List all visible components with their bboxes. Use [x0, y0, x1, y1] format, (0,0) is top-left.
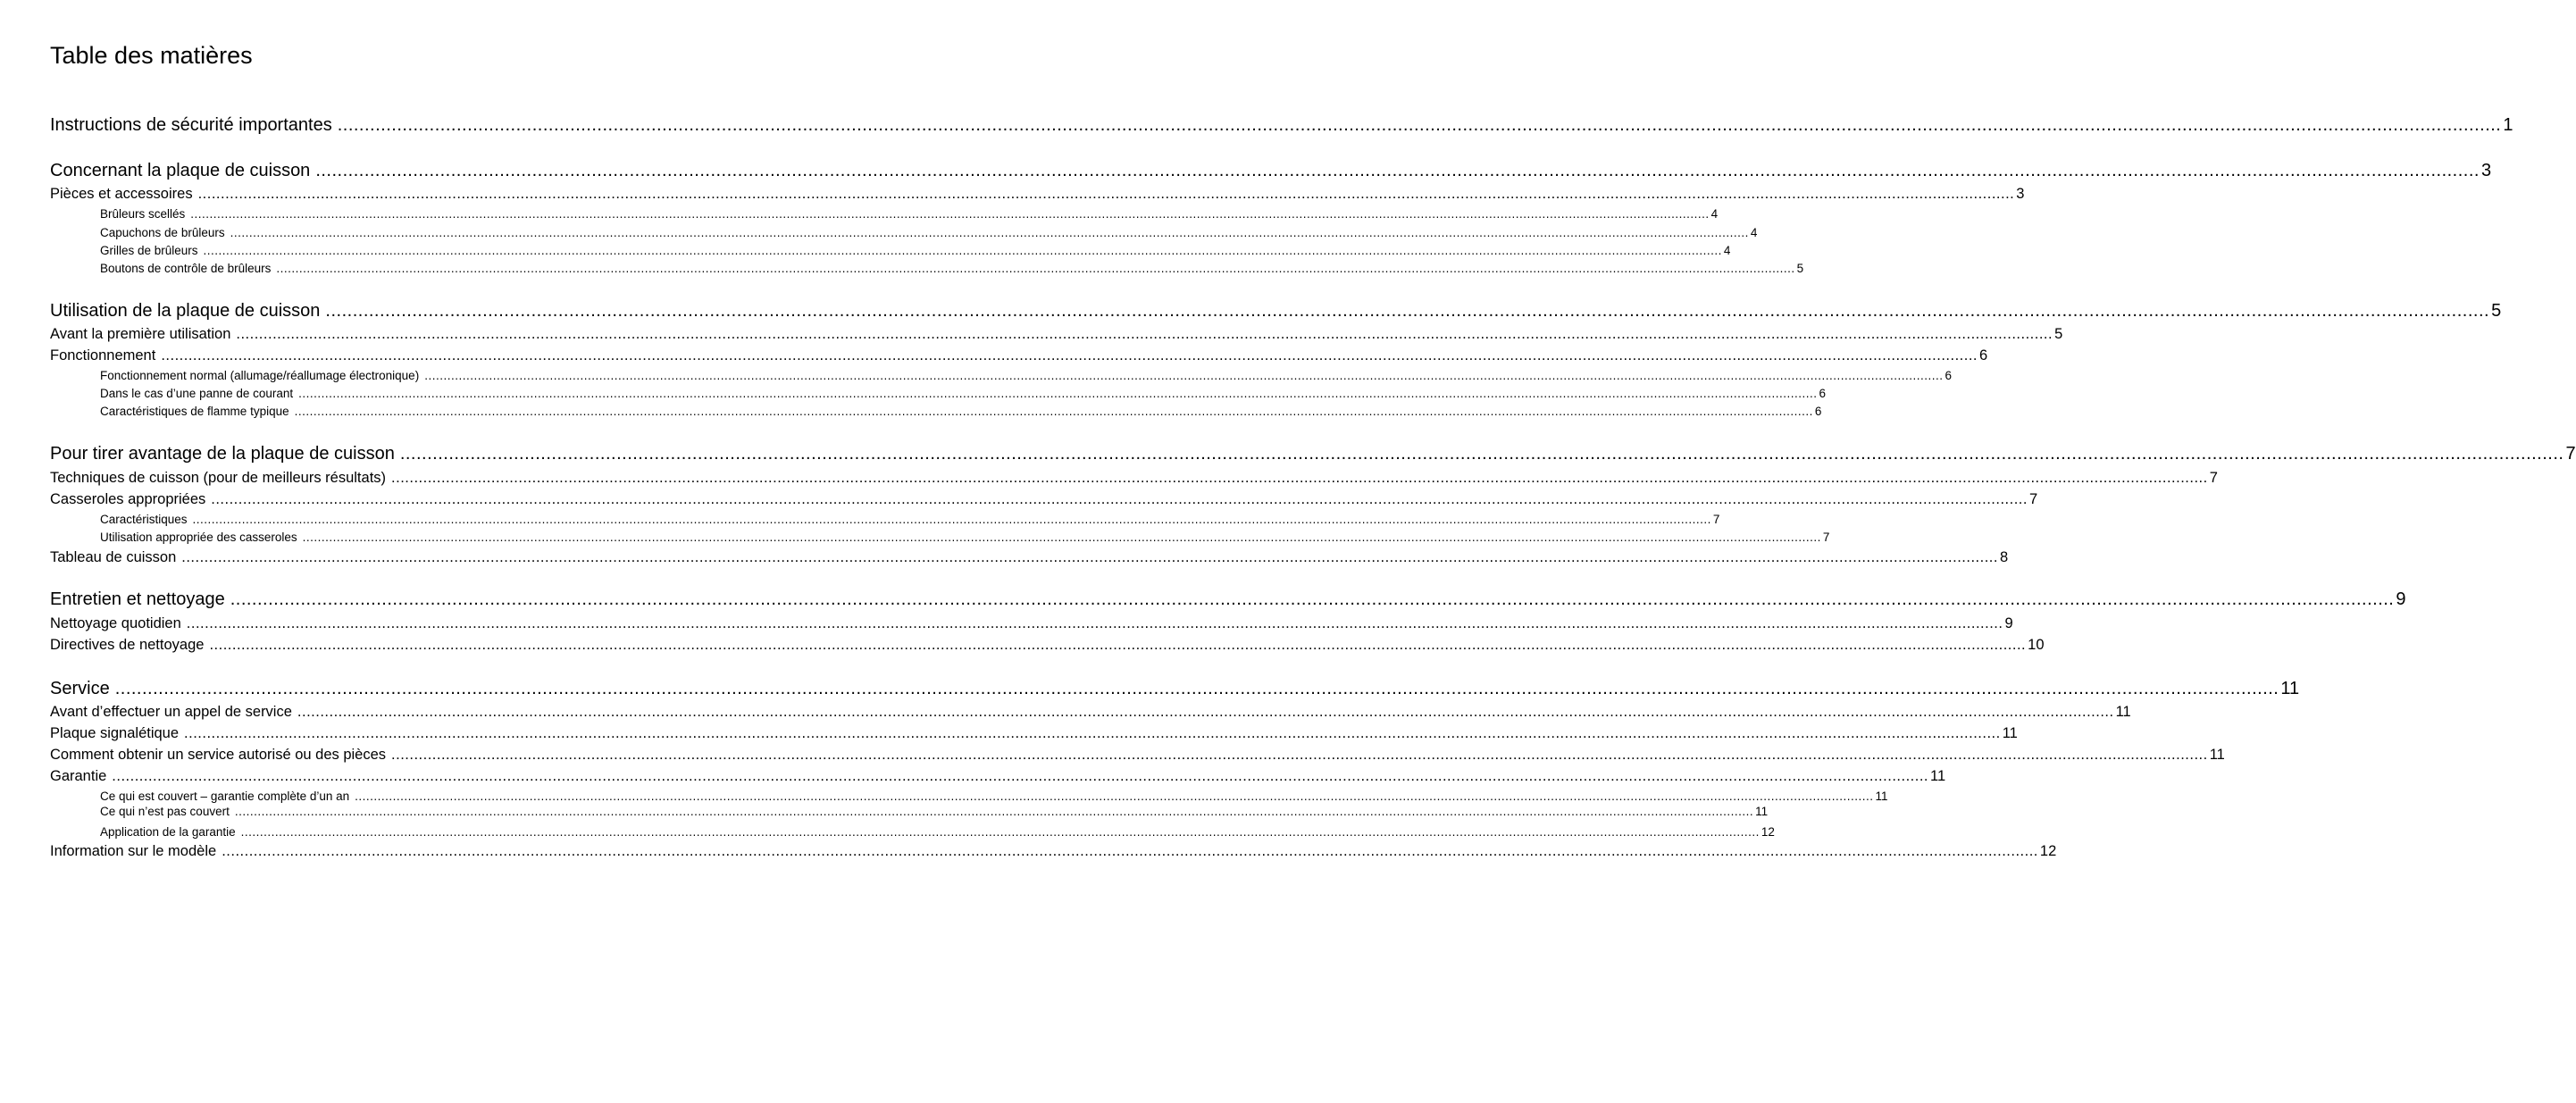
toc-entry-page-number: 6: [1814, 405, 1822, 418]
dot-leader: ................................................................................................................................................................................................................................................................................................................................................................................................................: [190, 207, 1710, 221]
toc-entry-label: Fonctionnement: [50, 347, 156, 363]
toc-entry-level-2: [50, 491, 2038, 507]
toc-entry-level-2: [50, 725, 2018, 741]
toc-entry-label: Caractéristiques: [100, 513, 188, 526]
toc-entry-page-number: 7: [1822, 531, 1830, 544]
toc-entry-label: Pièces et accessoires: [50, 186, 193, 202]
dot-leader: ................................................................................................................................................................................................................................................................................................................................................................................................................: [230, 589, 2395, 609]
dot-leader: ................................................................................................................................................................................................................................................................................................................................................................................................................: [240, 825, 1760, 839]
toc-entry-label: Caractéristiques de flamme typique: [100, 405, 289, 418]
toc-entry-page-number: 6: [1979, 347, 1988, 363]
toc-entry-page-number: 7: [1712, 513, 1720, 526]
dot-leader: ................................................................................................................................................................................................................................................................................................................................................................................................................: [236, 326, 2053, 342]
toc-entry-level-2: [50, 637, 2045, 653]
toc-entry-level-3: [100, 387, 1826, 400]
dot-leader: ................................................................................................................................................................................................................................................................................................................................................................................................................: [399, 444, 2564, 464]
toc-entry-label: Ce qui est couvert – garantie complète d’un an: [100, 790, 350, 803]
dot-leader: ................................................................................................................................................................................................................................................................................................................................................................................................................: [424, 369, 1944, 382]
toc-entry-level-3: [100, 244, 1731, 257]
toc-entry-level-2: [50, 186, 2025, 202]
dot-leader: ................................................................................................................................................................................................................................................................................................................................................................................................................: [276, 262, 1795, 275]
toc-entry-page-number: 11: [1875, 790, 1888, 803]
toc-entry-level-3: [100, 531, 1830, 544]
toc-entry-label: Tableau de cuisson: [50, 549, 177, 565]
toc-entry-label: Avant d’effectuer un appel de service: [50, 704, 292, 720]
toc-entry-page-number: 11: [1930, 768, 1946, 784]
toc-entry-label: Concernant la plaque de cuisson: [50, 161, 311, 180]
toc-entry-page-number: 9: [2396, 589, 2406, 609]
dot-leader: ................................................................................................................................................................................................................................................................................................................................................................................................................: [234, 805, 1754, 818]
toc-entry-page-number: 6: [1945, 369, 1953, 382]
toc-entry-page-number: 8: [1999, 549, 2009, 565]
toc-entry-page-number: 7: [2565, 444, 2576, 464]
toc-entry-page-number: 3: [2016, 186, 2025, 202]
toc-entry-page-number: 12: [1761, 825, 1775, 839]
toc-entry-page-number: 9: [2004, 615, 2013, 631]
toc-entry-label: Utilisation appropriée des casseroles: [100, 531, 297, 544]
toc-entry-label: Fonctionnement normal (allumage/réallumage électronique): [100, 369, 420, 382]
page-title: Table des matières: [50, 42, 253, 69]
toc-entry-level-3: [100, 805, 1769, 818]
toc-entry-page-number: 4: [1723, 244, 1731, 257]
toc-entry-label: Instructions de sécurité importantes: [50, 115, 332, 135]
toc-entry-label: Plaque signalétique: [50, 725, 180, 741]
toc-entry-level-1: [50, 679, 2300, 698]
toc-entry-label: Dans le cas d’une panne de courant: [100, 387, 294, 400]
toc-entry-level-3: [100, 262, 1804, 275]
toc-entry-label: Grilles de brûleurs: [100, 244, 198, 257]
toc-entry-level-2: [50, 704, 2131, 720]
toc-entry-label: Avant la première utilisation: [50, 326, 231, 342]
toc-entry-level-2: [50, 347, 1988, 363]
toc-entry-page-number: 4: [1710, 207, 1719, 221]
toc-entry-label: Comment obtenir un service autorisé ou des pièces: [50, 747, 387, 763]
dot-leader: ................................................................................................................................................................................................................................................................................................................................................................................................................: [298, 387, 1818, 400]
toc-entry-page-number: 11: [2115, 704, 2131, 720]
toc-entry-page-number: 5: [1796, 262, 1804, 275]
toc-entry-page-number: 11: [1755, 805, 1769, 818]
toc-entry-level-3: [100, 226, 1758, 239]
toc-entry-level-2: [50, 747, 2225, 763]
toc-entry-level-1: [50, 301, 2502, 321]
toc-entry-level-3: [100, 825, 1775, 839]
toc-entry-label: Techniques de cuisson (pour de meilleurs résultats): [50, 470, 387, 486]
toc-entry-label: Utilisation de la plaque de cuisson: [50, 301, 321, 321]
dot-leader: ................................................................................................................................................................................................................................................................................................................................................................................................................: [161, 347, 1978, 363]
toc-entry-page-number: 4: [1750, 226, 1758, 239]
toc-entry-label: Directives de nettoyage: [50, 637, 205, 653]
dot-leader: ................................................................................................................................................................................................................................................................................................................................................................................................................: [294, 405, 1813, 418]
toc-entry-page-number: 1: [2503, 115, 2513, 135]
toc-entry-level-3: [100, 513, 1720, 526]
dot-leader: ................................................................................................................................................................................................................................................................................................................................................................................................................: [230, 226, 1749, 239]
toc-entry-page-number: 7: [2028, 491, 2038, 507]
toc-entry-label: Pour tirer avantage de la plaque de cuisson: [50, 444, 395, 464]
dot-leader: ................................................................................................................................................................................................................................................................................................................................................................................................................: [297, 704, 2114, 720]
toc-entry-label: Ce qui n’est pas couvert: [100, 805, 230, 818]
toc-entry-page-number: 6: [1819, 387, 1826, 400]
dot-leader: ................................................................................................................................................................................................................................................................................................................................................................................................................: [186, 615, 2003, 631]
dot-leader: ................................................................................................................................................................................................................................................................................................................................................................................................................: [315, 161, 2480, 180]
toc-entry-page-number: 11: [2209, 747, 2225, 763]
toc-entry-page-number: 3: [2480, 161, 2492, 180]
toc-entry-level-2: [50, 768, 1946, 784]
toc-entry-level-2: [50, 843, 2057, 859]
dot-leader: ................................................................................................................................................................................................................................................................................................................................................................................................................: [222, 843, 2038, 859]
dot-leader: ................................................................................................................................................................................................................................................................................................................................................................................................................: [112, 768, 1928, 784]
dot-leader: ................................................................................................................................................................................................................................................................................................................................................................................................................: [114, 679, 2279, 698]
toc-entry-level-2: [50, 470, 2218, 486]
dot-leader: ................................................................................................................................................................................................................................................................................................................................................................................................................: [203, 244, 1722, 257]
toc-entry-label: Boutons de contrôle de brûleurs: [100, 262, 272, 275]
toc-entry-label: Capuchons de brûleurs: [100, 226, 225, 239]
toc-entry-level-1: [50, 444, 2576, 464]
toc-entry-label: Service: [50, 679, 110, 698]
toc-entry-level-2: [50, 549, 2009, 565]
toc-entry-label: Casseroles appropriées: [50, 491, 206, 507]
dot-leader: ................................................................................................................................................................................................................................................................................................................................................................................................................: [337, 115, 2502, 135]
dot-leader: ................................................................................................................................................................................................................................................................................................................................................................................................................: [184, 725, 2001, 741]
toc-entry-label: Brûleurs scellés: [100, 207, 186, 221]
toc-entry-level-3: [100, 790, 1888, 803]
dot-leader: ................................................................................................................................................................................................................................................................................................................................................................................................................: [325, 301, 2490, 321]
toc-entry-level-2: [50, 615, 2013, 631]
toc-entry-level-1: [50, 161, 2492, 180]
toc-entry-level-1: [50, 589, 2406, 609]
toc-entry-label: Application de la garantie: [100, 825, 236, 839]
dot-leader: ................................................................................................................................................................................................................................................................................................................................................................................................................: [391, 470, 2208, 486]
toc-entry-label: Garantie: [50, 768, 107, 784]
toc-entry-level-3: [100, 207, 1719, 221]
dot-leader: ................................................................................................................................................................................................................................................................................................................................................................................................................: [181, 549, 1998, 565]
toc-entry-page-number: 5: [2491, 301, 2502, 321]
toc-entry-page-number: 12: [2039, 843, 2057, 859]
toc-entry-page-number: 11: [2280, 679, 2300, 698]
toc-entry-level-3: [100, 405, 1822, 418]
toc-entry-label: Entretien et nettoyage: [50, 589, 225, 609]
dot-leader: ................................................................................................................................................................................................................................................................................................................................................................................................................: [211, 491, 2028, 507]
toc-entry-level-2: [50, 326, 2063, 342]
toc-entry-page-number: 11: [2002, 725, 2018, 741]
toc-entry-page-number: 10: [2028, 637, 2045, 653]
toc-entry-page-number: 7: [2209, 470, 2218, 486]
toc-entry-level-1: [50, 115, 2513, 135]
toc-entry-level-3: [100, 369, 1953, 382]
toc-entry-page-number: 5: [2054, 326, 2063, 342]
dot-leader: ................................................................................................................................................................................................................................................................................................................................................................................................................: [391, 747, 2208, 763]
dot-leader: ................................................................................................................................................................................................................................................................................................................................................................................................................: [197, 186, 2015, 202]
dot-leader: ................................................................................................................................................................................................................................................................................................................................................................................................................: [192, 513, 1711, 526]
dot-leader: ................................................................................................................................................................................................................................................................................................................................................................................................................: [302, 531, 1821, 544]
dot-leader: ................................................................................................................................................................................................................................................................................................................................................................................................................: [209, 637, 2027, 653]
dot-leader: ................................................................................................................................................................................................................................................................................................................................................................................................................: [355, 790, 1874, 803]
toc-entry-label: Information sur le modèle: [50, 843, 217, 859]
toc-entry-label: Nettoyage quotidien: [50, 615, 181, 631]
